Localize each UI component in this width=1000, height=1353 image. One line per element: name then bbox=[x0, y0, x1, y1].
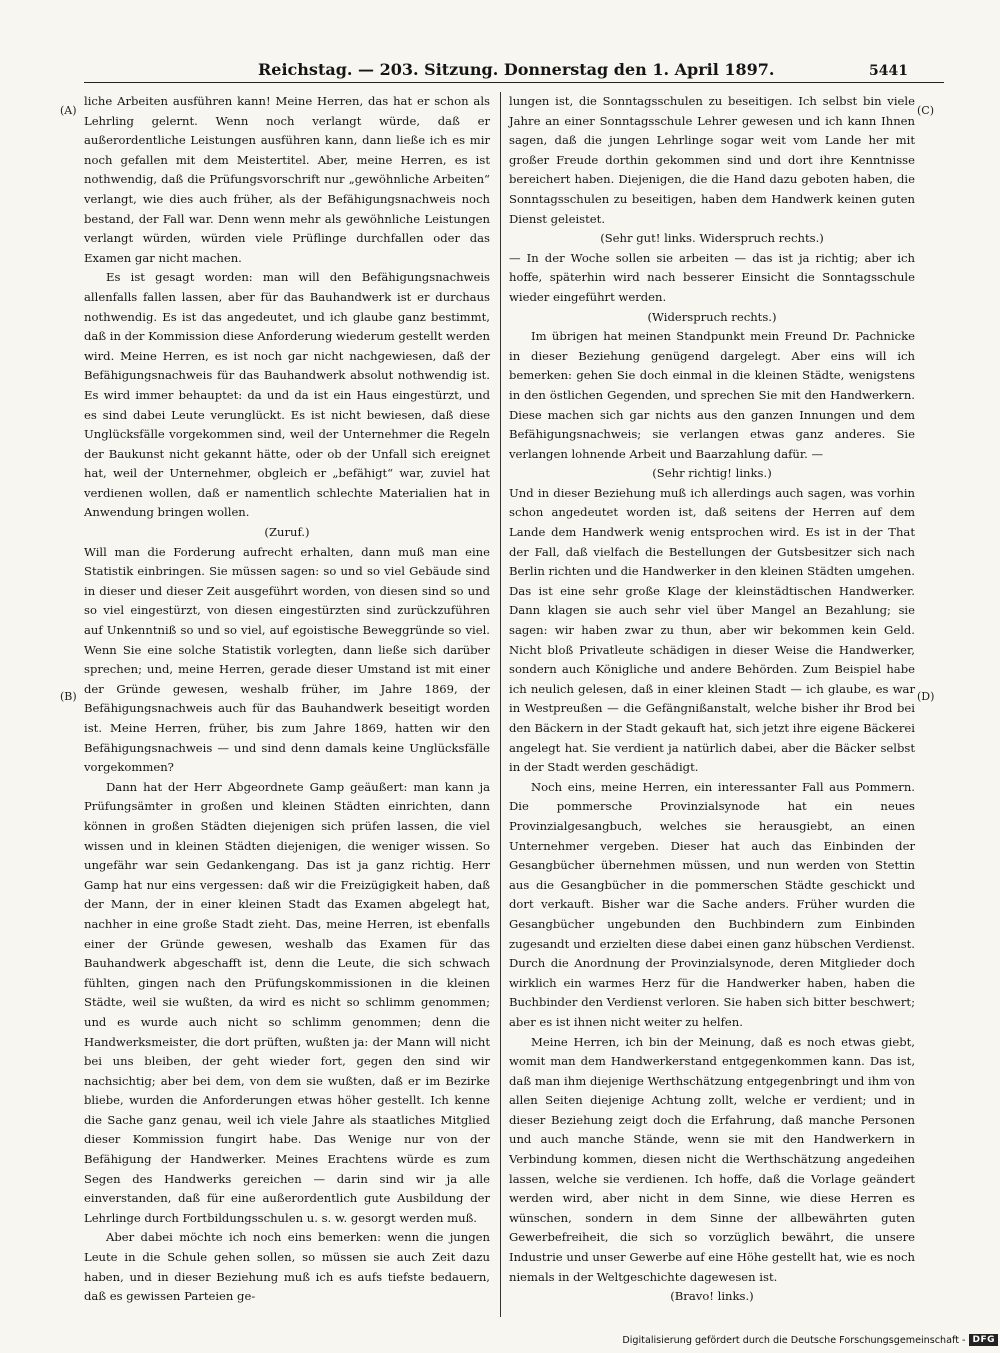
right-column bbox=[509, 92, 915, 1307]
footer-text: Digitalisierung gefördert durch die Deutsche Forschungsgemeinschaft - bbox=[622, 1334, 966, 1346]
digitization-footer bbox=[608, 1332, 998, 1348]
margin-marker-b: (B) bbox=[60, 690, 77, 703]
paragraph: Will man die Forderung aufrecht erhalten, dann muß man eine Statistik einbringen. Sie müssen sagen: so und so viel Gebäude sind in dieser und dieser Zeit ausgeführt worden, von diesen sind so und so viel eingestürzt, von diesen eingestürzten sind zurückzuführen auf Unkenntniß so und so viel, auf egoistische Beweggründe so viel. Wenn Sie eine solche Statistik vorlegten, dann ließe sich darüber sprechen; und, meine Herren, gerade dieser Umstand ist mit einer der Gründe gewesen, weshalb früher, im Jahre 1869, der Befähigungsnachweis auch für das Bauhandwerk beseitigt worden ist. Meine Herren, früher, bis zum Jahre 1869, hatten wir den Befähigungsnachweis — und sind denn damals keine Unglücksfälle vorgekommen? bbox=[84, 544, 490, 775]
header-rule bbox=[84, 82, 944, 83]
page-number: 5441 bbox=[869, 63, 908, 79]
paragraph: Im übrigen hat meinen Standpunkt mein Freund Dr. Pachnicke in dieser Beziehung genügend dargelegt. Aber eins will ich bemerken: gehen Sie doch einmal in die kleinen Städte, wenigstens in den östlichen Gegenden, und sprechen Sie mit den Handwerkern. Diese machen sich gar nichts aus den ganzen Innungen und dem Befähigungsnachweis; sie verlangen etwas ganz anderes. Sie verlangen lohnende Arbeit und Baarzahlung dafür. — bbox=[509, 329, 915, 461]
paragraph: Noch eins, meine Herren, ein interessanter Fall aus Pommern. Die pommersche Provinzialsynode hat ein neues Provinzialgesangbuch, welches sie herausgiebt, an einen Unternehmer vergeben. Dieser hat auch das Einbinden der Gesangbücher übernehmen müssen, und nun werden von Stettin aus die Gesangbücher in die pommerschen Städte geschickt und dort verkauft. Bisher war die Sache anders. Früher wurden die Gesangbücher ungebunden den Buchbindern zum Einbinden zugesandt und erzielten diese dabei einen ganz hübschen Verdienst. Durch die Anordnung der Provinzialsynode, deren Mitglieder doch wirklich ein warmes Herz für die Handwerker haben, haben die Buchbinder den Verdienst verloren. Sie haben sich bitter beschwert; aber es ist ihnen nicht weiter zu helfen. bbox=[509, 779, 915, 1029]
paragraph: Dann hat der Herr Abgeordnete Gamp geäußert: man kann ja Prüfungsämter in großen und kleinen Städten einrichten, dann können in großen Städten diejenigen sich prüfen lassen, die viel wissen und in kleinen Städten diejenigen, die weniger wissen. So ungefähr war sein Gedankengang. Das ist ja ganz richtig. Herr Gamp hat nur eins vergessen: daß wir die Freizügigkeit haben, daß der Mann, der in einer kleinen Stadt das Examen abgelegt hat, nachher in eine große Stadt zieht. Das, meine Herren, ist ebenfalls einer der Gründe gewesen, weshalb das Examen für das Bauhandwerk abgeschafft ist, denn die Leute, die sich schwach fühlten, gingen nach den Prüfungskommissionen in die kleinen Städte, weil sie wußten, da wird es nicht so schlimm genommen; und es wurde auch nicht so schlimm genommen; denn die Handwerksmeister, die dort prüften, wußten ja: der Mann will nicht bei uns bleiben, der geht wieder fort, gegen den sind wir nachsichtig; aber bei dem, von dem sie wußten, daß er im Bezirke bliebe, wurden die Anforderungen etwas höher gestellt. Ich kenne die Sache ganz genau, weil ich viele Jahre als staatliches Mitglied dieser Kommission fungirt habe. Das Wenige nur von der Befähigung der Handwerker. Meines Erachtens würde es zum Segen des Handwerks gereichen — darin sind wir ja alle einverstanden, daß für eine außerordentlich gute Ausbildung der Lehrlinge durch Fortbildungsschulen u. s. w. gesorgt werden muß. bbox=[84, 779, 490, 1225]
header-title: Reichstag. — 203. Sitzung. Donnerstag den 1. April 1897. bbox=[258, 60, 775, 79]
paragraph: — In der Woche sollen sie arbeiten — das ist ja richtig; aber ich hoffe, späterhin wird nach besserer Einsicht die Sonntagsschule wieder eingeführt werden. bbox=[509, 250, 915, 304]
interjection: (Sehr richtig! links.) bbox=[652, 466, 772, 481]
interjection: (Widerspruch rechts.) bbox=[647, 309, 777, 324]
dfg-logo-icon: DFG bbox=[969, 1334, 998, 1346]
interjection: (Zuruf.) bbox=[264, 525, 310, 540]
paragraph: Meine Herren, ich bin der Meinung, daß es noch etwas giebt, womit man dem Handwerkerstand entgegenkommen kann. Das ist, daß man ihm diejenige Werthschätzung entgegenbringt und ihm von allen Seiten diejenige Achtung zollt, welche er verdient; und in dieser Beziehung zeigt doch die Erfahrung, daß manche Personen und auch manche Stände, wenn sie mit den Handwerkern in Verbindung kommen, diesen nicht die Werthschätzung angedeihen lassen, welche sie verdienen. Ich hoffe, daß die Vorlage geändert werden wird, aber nicht in dem Sinne, wie diese Herren es wünschen, sondern in dem Sinne der allbewährten guten Gewerbefreiheit, die sich so vorzüglich bewährt, die unsere Industrie und unser Gewerbe auf eine Höhe gestellt hat, wie es noch niemals in der Weltgeschichte dagewesen ist. bbox=[509, 1034, 915, 1284]
margin-marker-c: (C) bbox=[917, 104, 934, 117]
column-divider bbox=[500, 92, 501, 1317]
paragraph: Und in dieser Beziehung muß ich allerdings auch sagen, was vorhin schon angedeutet worden ist, daß seitens der Herren auf dem Lande dem Handwerk wenig entsprochen wird. Es ist in der That der Fall, daß vielfach die Bestellungen der Gutsbesitzer sich nach Berlin richten und die Handwerker in den kleinen Städten umgehen. Das ist eine sehr große Klage der kleinstädtischen Handwerker. Dann klagen sie auch sehr viel über Mangel an Bezahlung; sie sagen: wir haben zwar zu thun, aber wir bekommen kein Geld. Nicht bloß Privatleute schädigen in dieser Weise die Handwerker, sondern auch Königliche und andere Behörden. Zum Beispiel habe ich neulich gelesen, daß in einer kleinen Stadt — ich glaube, es war in Westpreußen — die Gefängnißanstalt, welche bisher ihr Brod bei den Bäckern in der Stadt gekauft hat, sich jetzt ihre eigene Bäckerei angelegt hat. Sie verdient ja natürlich dabei, aber die Bäcker selbst in der Stadt werden geschädigt. bbox=[509, 485, 915, 775]
page-header bbox=[258, 60, 908, 82]
margin-marker-a: (A) bbox=[60, 104, 77, 117]
paragraph: Es ist gesagt worden: man will den Befähigungsnachweis allenfalls fallen lassen, aber für das Bauhandwerk ist er durchaus nothwendig. Es ist das angedeutet, und ich glaube ganz bestimmt, daß in der Kommission diese Anforderung wiederum gestellt werden wird. Meine Herren, es ist noch gar nicht nachgewiesen, daß der Befähigungsnachweis für das Bauhandwerk absolut nothwendig ist. Es wird immer behauptet: da und da ist ein Haus eingestürzt, und es sind dabei Leute verunglückt. Es ist nicht bewiesen, daß diese Unglücksfälle vorgekommen sind, weil der Unternehmer die Regeln der Baukunst nicht gekannt hätte, oder ob der Unfall sich ereignet hat, weil der Unternehmer, obgleich er „befähigt“ war, zuviel hat verdienen wollen, daß er namentlich schlechte Materialien hat in Anwendung bringen wollen. bbox=[84, 270, 490, 520]
interjection: (Sehr gut! links. Widerspruch rechts.) bbox=[600, 231, 824, 246]
paragraph: liche Arbeiten ausführen kann! Meine Herren, das hat er schon als Lehrling gelernt. Wenn noch verlangt würde, daß er außerordentliche Leistungen ausführen kann, dann ließe ich es mir noch gefallen mit dem Meistertitel. Aber, meine Herren, es ist nothwendig, daß die Prüfungsvorschrift nur „gewöhnliche Arbeiten“ verlangt, wie dies auch früher, als der Befähigungsnachweis noch bestand, der Fall war. Denn wenn mehr als gewöhnliche Leistungen verlangt würden, würden viele Prüflinge durchfallen oder das Examen gar nicht machen. bbox=[84, 94, 490, 265]
interjection: (Bravo! links.) bbox=[670, 1289, 754, 1304]
margin-marker-d: (D) bbox=[917, 690, 935, 703]
left-column bbox=[84, 92, 490, 1307]
paragraph: lungen ist, die Sonntagsschulen zu beseitigen. Ich selbst bin viele Jahre an einer Sonntagsschule Lehrer gewesen und ich kann Ihnen sagen, daß die jungen Lehrlinge sogar weit vom Lande her mit großer Freude dorthin gekommen sind und dort ihre Kenntnisse bereichert haben. Diejenigen, die die Hand dazu geboten haben, die Sonntagsschulen zu beseitigen, haben dem Handwerk keinen guten Dienst geleistet. bbox=[509, 94, 915, 226]
paragraph: Aber dabei möchte ich noch eins bemerken: wenn die jungen Leute in die Schule gehen sollen, so müssen sie auch Zeit dazu haben, und in dieser Beziehung muß ich es aufs tiefste bedauern, daß es gewissen Parteien ge- bbox=[84, 1230, 490, 1304]
